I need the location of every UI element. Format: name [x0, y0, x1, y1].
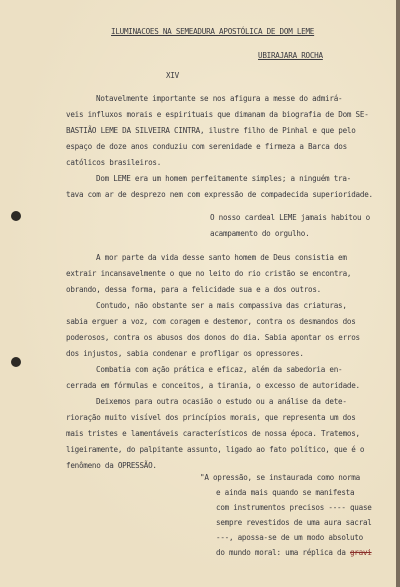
quote-line: ---, apossa-se de um modo absoluto: [216, 533, 363, 542]
page-edge: [396, 0, 400, 587]
document-title: ILUMINACOES NA SEMEADURA APOSTÓLICA DE DOM LEME: [111, 27, 315, 36]
paragraph-line: poderosos, contra os abusos dos donos do dia. Sabia apontar os erros: [66, 333, 360, 342]
quote-line: "A opressão, se instaurada como norma: [200, 473, 360, 482]
paragraph-line: cerrada em fórmulas e conceitos, a tirania, o excesso de autoridade.: [66, 381, 360, 390]
paragraph-line: sabia erguer a voz, com coragem e destemor, contra os desmandos dos: [66, 317, 356, 326]
paragraph-line: espaço de doze anos conduziu com serenidade e firmeza a Barca dos: [66, 142, 347, 151]
paragraph-line: católicos brasileiros.: [66, 158, 162, 167]
paragraph-line: Dom LEME era um homem perfeitamente simples; a ninguém tra-: [96, 174, 351, 183]
paragraph-line: ligeiramente, do palpitante assunto, ligado ao fato político, que é o: [66, 445, 365, 454]
struck-word: gravi: [349, 548, 372, 557]
paragraph-line: fenômeno da OPRESSÃO.: [66, 461, 157, 470]
paragraph-line: tava com ar de desprezo nem com expressão de compadecida superioridade.: [66, 190, 373, 199]
paragraph-line: Contudo, não obstante ser a mais compassiva das criaturas,: [96, 301, 347, 310]
paragraph-line: mais tristes e lamentáveis característicos de nossa época. Tratemos,: [66, 429, 360, 438]
paragraph-line: O nosso cardeal LEME jamais habitou o: [210, 213, 370, 222]
document-author: UBIRAJARA ROCHA: [258, 51, 323, 60]
punch-hole: [11, 211, 21, 221]
paragraph-line: Notavelmente importante se nos afigura a messe do admirá-: [96, 94, 343, 103]
paragraph-line: obrando, dessa forma, para a felicidade sua e a dos outros.: [66, 285, 321, 294]
quote-line-last: [216, 548, 372, 558]
quote-line: e ainda mais quando se manifesta: [216, 488, 355, 497]
paragraph-line: veis influxos morais e espirituais que dimanam da biografia de Dom SE-: [66, 110, 369, 119]
quote-text: do mundo moral: uma réplica da: [216, 548, 346, 557]
paragraph-line: dos injustos, sabia condenar e profligar os opressores.: [66, 349, 304, 358]
paragraph-line: rioração muito visível dos princípios morais, que representa um dos: [66, 413, 356, 422]
paragraph-line: Deixemos para outra ocasião o estudo ou a análise da dete-: [96, 397, 347, 406]
quote-line: sempre revestidos de uma aura sacral: [216, 518, 372, 527]
section-number: XIV: [166, 71, 179, 80]
paragraph-line: BASTIÃO LEME DA SILVEIRA CINTRA, ilustre filho de Pinhal e que pelo: [66, 126, 356, 135]
paragraph-line: acampamento do orgulho.: [210, 229, 310, 238]
paragraph-line: extrair incansavelmente o que no leito do rio cristão se encontra,: [66, 269, 352, 278]
punch-hole: [11, 357, 21, 367]
paragraph-line: A mor parte da vida desse santo homem de Deus consistia em: [96, 253, 347, 262]
paragraph-line: Combatia com ação prática e eficaz, além da sabedoria en-: [96, 365, 343, 374]
quote-line: com instrumentos precisos ---- quase: [216, 503, 372, 512]
